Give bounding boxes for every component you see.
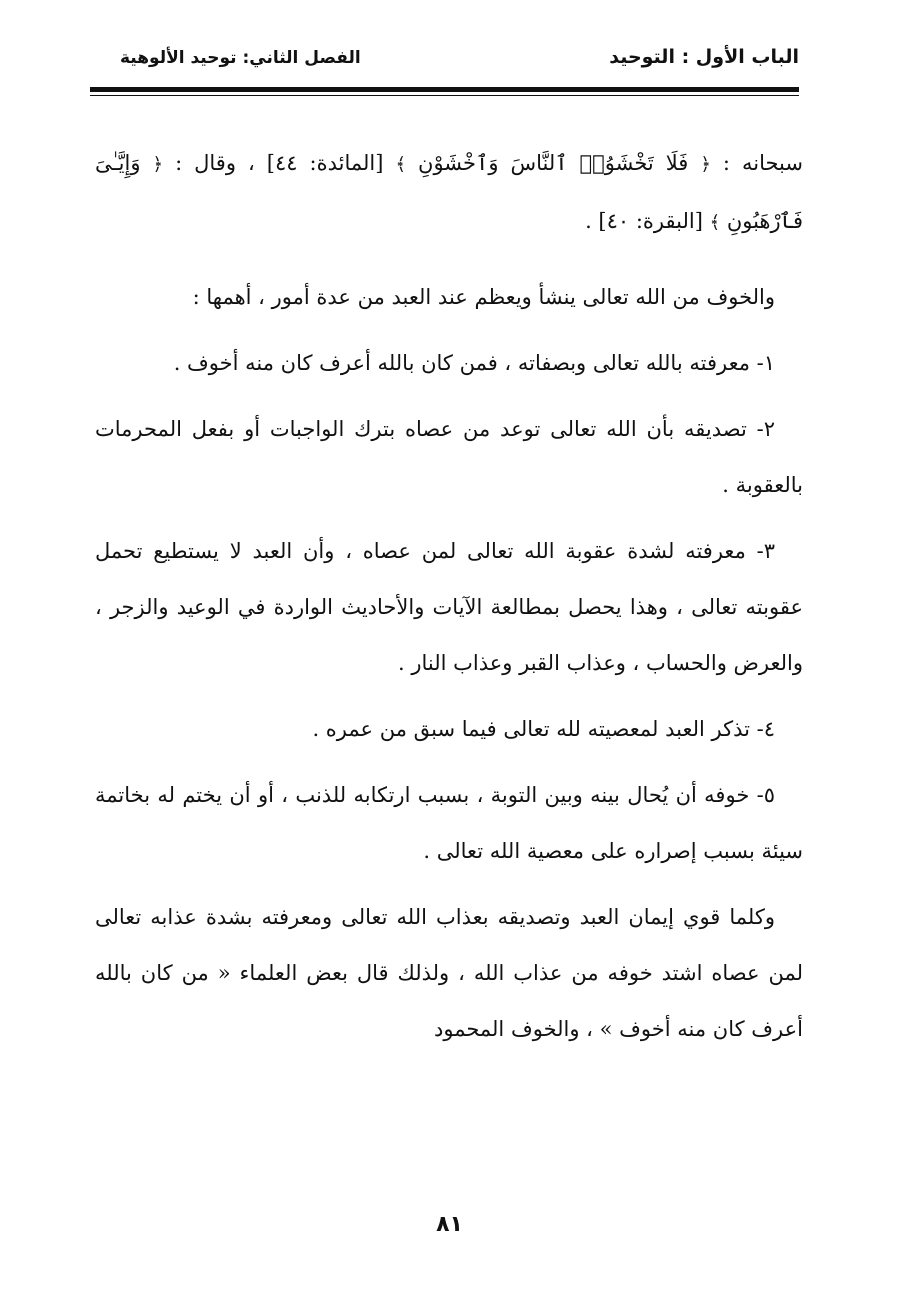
list-item-2: ٢- تصديقه بأن الله تعالى توعد من عصاه بترك الواجبات أو بفعل المحرمات بالعقوبة . [95,417,803,497]
verse-open-bracket: ﴿ [152,154,164,175]
list-item-1: ١- معرفته بالله تعالى وبصفاته ، فمن كان بالله أعرف كان منه أخوف . [173,351,775,375]
list-item-5: ٥- خوفه أن يُحال بينه وبين التوبة ، بسبب ارتكابه للذنب ، أو أن يختم له بخاتمة سيئة بسبب إصراره على معصية الله تعالى . [95,783,803,863]
verse-open-bracket: ﴿ [700,154,711,175]
verse-close-bracket: ﴾ [395,154,407,175]
verse-close-bracket: ﴾ [709,212,721,233]
page-body [95,135,803,1067]
verse-reference-2: [البقرة: ٤٠] . [585,209,703,233]
intro-word: سبحانه : [722,151,803,175]
verse-reference-1: [المائدة: ٤٤] ، وقال : [175,151,384,175]
quran-verse-1: فَلَا تَخْشَوُا۟ ٱلنَّاسَ وَٱخْشَوْنِ [418,151,689,175]
list-item-4: ٤- تذكر العبد لمعصيته لله تعالى فيما سبق من عمره . [312,717,775,741]
verses-paragraph [95,135,803,251]
quran-verse-2: وَإِيَّـٰىَ فَٱرْهَبُونِ [95,151,803,233]
chapter-title: الباب الأول : التوحيد [609,46,799,68]
list-item-3: ٣- معرفته لشدة عقوبة الله تعالى لمن عصاه ، وأن العبد لا يستطيع تحمل عقوبته تعالى ، وهذا يحصل بمطالعة الآيات والأحاديث الواردة في الوعيد والزجر ، والعرض والحساب ، وعذاب القبر وعذاب النار . [95,539,803,675]
paragraph-conclusion: وكلما قوي إيمان العبد وتصديقه بعذاب الله تعالى ومعرفته بشدة عذابه تعالى لمن عصاه اشتد خوفه من عذاب الله ، ولذلك قال بعض العلماء « من كان بالله أعرف كان منه أخوف » ، والخوف المحمود [95,905,803,1041]
page-number: ٨١ [436,1212,463,1237]
section-title: الفصل الثاني: توحيد الألوهية [120,48,361,68]
header-rule-thin [90,95,799,96]
running-header [90,44,799,84]
paragraph-causes-of-fear: والخوف من الله تعالى ينشأ ويعظم عند العبد من عدة أمور ، أهمها : [192,285,775,309]
header-rule-thick [90,87,799,92]
